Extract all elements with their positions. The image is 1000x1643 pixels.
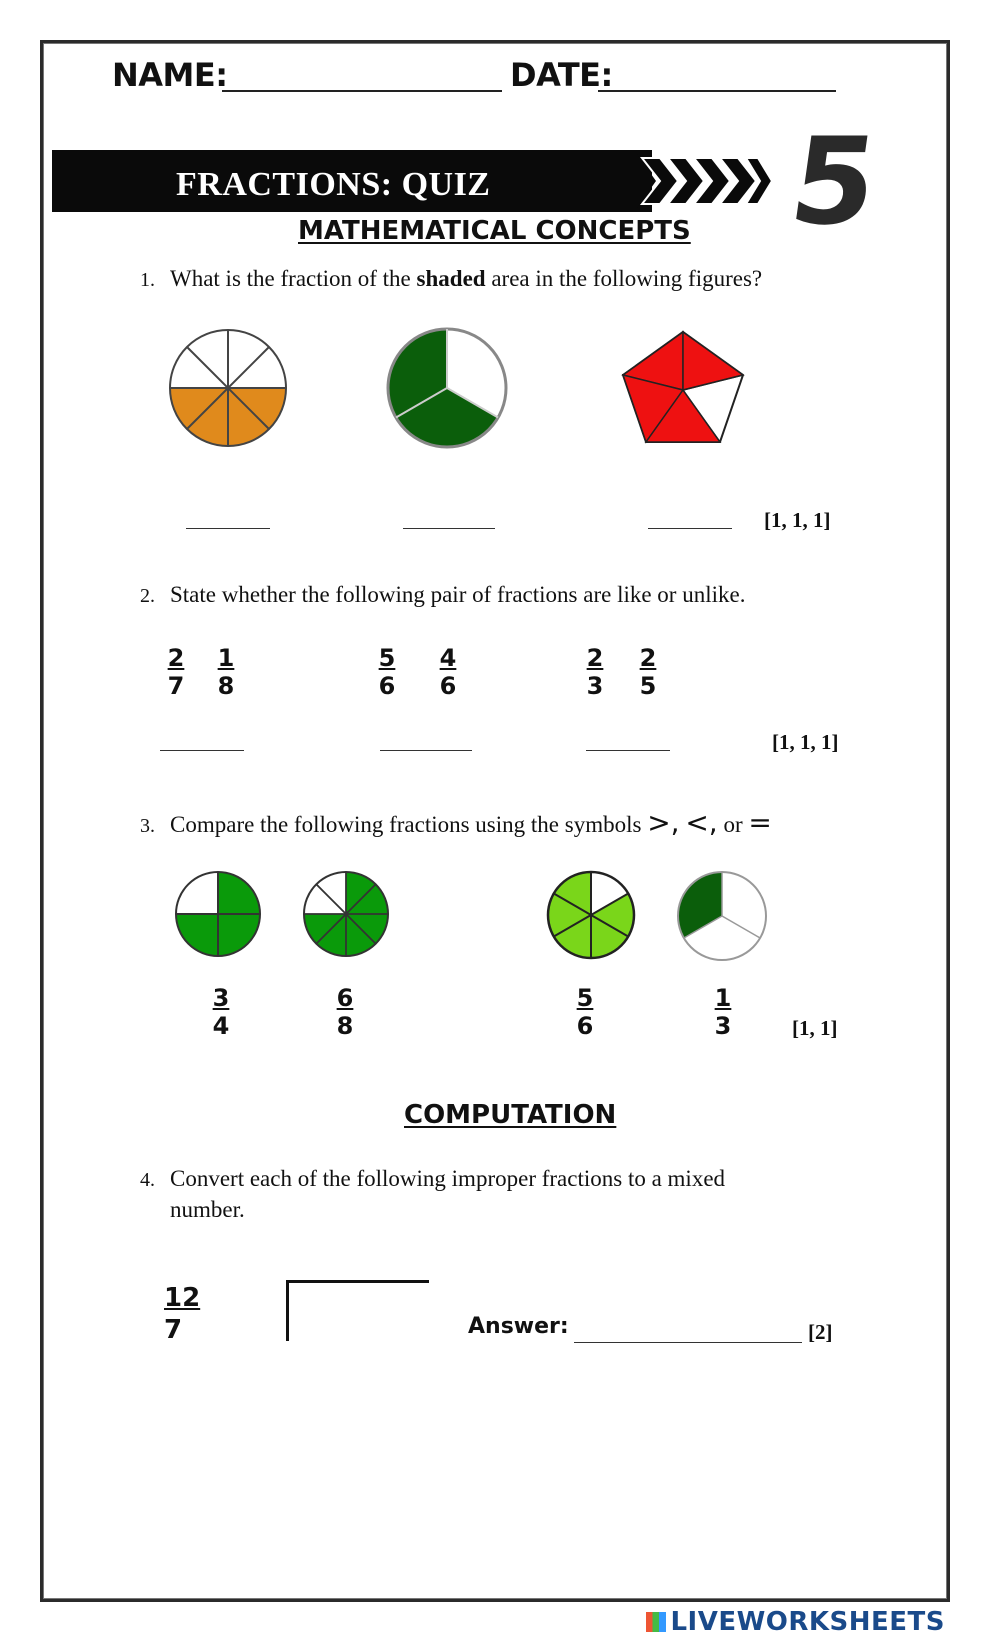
question-text: What is the fraction of the	[170, 266, 417, 291]
quiz-title: FRACTIONS: QUIZ	[176, 166, 491, 203]
figure-circle-thirds	[386, 327, 508, 449]
question-number: 3.	[140, 815, 155, 837]
section-title-computation: COMPUTATION	[404, 1100, 617, 1130]
question-text: Convert each of the following improper fractions to a mixed	[170, 1166, 726, 1191]
date-field[interactable]	[598, 90, 836, 92]
question-number: 4.	[140, 1169, 155, 1191]
answer-blank[interactable]	[586, 748, 670, 751]
marks: [1, 1]	[792, 1016, 838, 1040]
improper-fraction: $\frac{12}{7}$	[164, 1283, 201, 1345]
question-text: State whether the following pair of fractions are like or unlike.	[170, 582, 746, 607]
answer-blank[interactable]	[186, 526, 270, 529]
figure-circle-eighths	[168, 328, 288, 448]
quiz-number: 5	[782, 113, 886, 252]
name-label: NAME:	[112, 56, 228, 94]
brand-text: LIVEWORKSHEETS	[670, 1607, 945, 1637]
question-3	[140, 806, 772, 839]
question-number: 2.	[140, 585, 155, 607]
figure-circle-quarters	[174, 870, 262, 958]
marks: [1, 1, 1]	[764, 508, 831, 532]
answer-field[interactable]	[574, 1340, 802, 1343]
figure-circle-thirds	[676, 870, 768, 962]
question-text: area in the following figures?	[485, 266, 763, 291]
fraction: $\frac{2}{5}$	[639, 644, 657, 700]
question-4	[140, 1164, 725, 1225]
figure-pentagon-fifths	[620, 330, 746, 444]
symbol-equal: =	[748, 806, 772, 839]
fraction: $\frac{3}{4}$	[212, 984, 230, 1040]
chevron-arrows-icon	[612, 150, 772, 212]
symbol-greater: >,	[647, 806, 680, 839]
logo-icon	[646, 1612, 666, 1632]
section-title-concepts: MATHEMATICAL CONCEPTS	[298, 216, 691, 246]
question-text-bold: shaded	[416, 266, 486, 291]
fraction: $\frac{4}{6}$	[439, 644, 457, 700]
fraction: $\frac{5}{6}$	[576, 984, 594, 1040]
date-label: DATE:	[510, 56, 613, 94]
question-1	[140, 266, 762, 292]
fraction: $\frac{5}{6}$	[378, 644, 396, 700]
symbol-less: <,	[685, 806, 718, 839]
marks: [1, 1, 1]	[772, 730, 839, 754]
answer-blank[interactable]	[380, 748, 472, 751]
question-text: or	[723, 812, 743, 837]
marks: [2]	[808, 1320, 833, 1344]
answer-blank[interactable]	[160, 748, 244, 751]
fraction: $\frac{2}{7}$	[167, 644, 185, 700]
answer-blank[interactable]	[403, 526, 495, 529]
question-text: Compare the following fractions using the symbols	[170, 812, 642, 837]
question-number: 1.	[140, 269, 155, 291]
figure-circle-eighths	[302, 870, 390, 958]
long-division-bracket[interactable]	[286, 1280, 429, 1341]
fraction: $\frac{6}{8}$	[336, 984, 354, 1040]
fraction: $\frac{1}{3}$	[714, 984, 732, 1040]
fraction: $\frac{1}{8}$	[217, 644, 235, 700]
name-field[interactable]	[222, 90, 502, 92]
question-2	[140, 582, 745, 608]
question-text: number.	[170, 1197, 245, 1222]
fraction: $\frac{2}{3}$	[586, 644, 604, 700]
liveworksheets-logo	[646, 1607, 945, 1637]
answer-label: Answer:	[468, 1314, 569, 1339]
answer-blank[interactable]	[648, 526, 732, 529]
figure-circle-sixths	[546, 870, 636, 960]
